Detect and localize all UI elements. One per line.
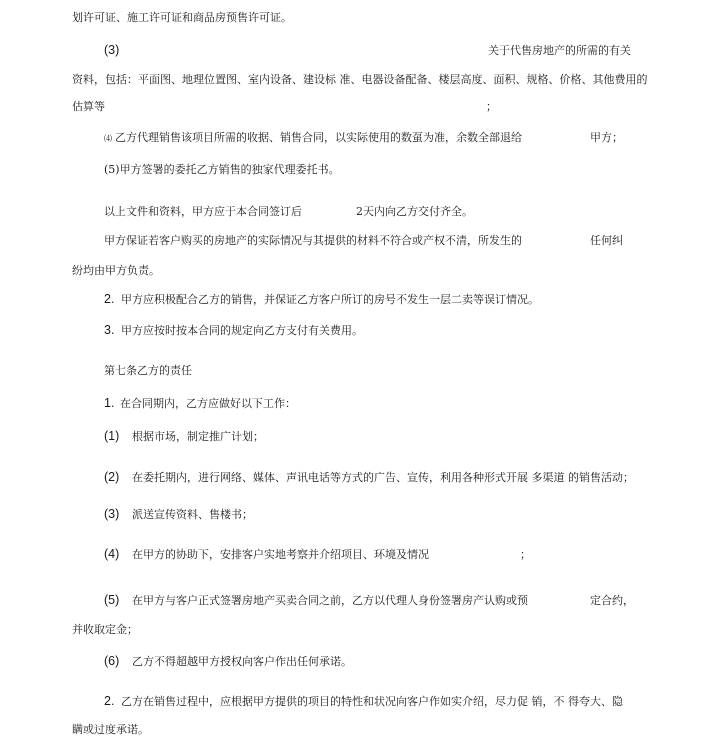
line-16-text: 派送宣传资料、售楼书；: [132, 508, 253, 521]
item-number: (4): [104, 547, 120, 561]
item-number: ⑷: [104, 134, 112, 143]
line-8-text: 甲方保证若客户购买的房地产的实际情况与其提供的材料不符合或产权不清，所发生的: [104, 234, 522, 247]
item-number: (1): [104, 429, 120, 443]
line-20-text: 乙方不得超越甲方授权向客户作出任何承诺。: [132, 655, 352, 668]
item-number: (2): [104, 470, 120, 484]
item-number: 3.: [104, 323, 115, 337]
line-11-text: 甲方应按时按本合同的规定向乙方支付有关费用。: [121, 324, 363, 337]
line-8-end: 任何纠: [590, 234, 623, 247]
line-7-text: 以上文件和资料，甲方应于本合同签订后: [104, 205, 302, 218]
line-18-text: 在甲方与客户正式签署房地产买卖合同之前，乙方以代理人身份签署房产认购或预: [132, 594, 528, 607]
line-10-text: 甲方应积极配合乙方的销售，并保证乙方客户所订的房号不发生一层二卖等误订情况。: [121, 293, 539, 306]
line-19: 并收取定金；: [72, 623, 138, 636]
item-number: (6): [104, 654, 120, 668]
line-18-end: 定合约，: [590, 594, 634, 607]
item-number: 2.: [104, 292, 115, 306]
line-22: 瞒或过度承诺。: [72, 723, 149, 736]
line-7-end: 2天内向乙方交付齐全。: [356, 205, 473, 218]
line-4-end: ；: [486, 100, 497, 113]
line-15-text: 在委托期内，进行网络、媒体、声讯电话等方式的广告、宣传，利用各种形式开展 多渠道 的销售活动；: [132, 471, 634, 484]
line-14-text: 根据市场，制定推广计划；: [132, 430, 264, 443]
line-17-text: 在甲方的协助下，安排客户实地考察并介绍项目、环境及情况: [132, 548, 429, 561]
line-5-text: 乙方代理销售该项目所需的收据、销售合同，以实际使用的数虿为准，余数全部退给: [115, 131, 522, 144]
line-3: 资料，包括：平面图、地理位置图、室内设备、建设标 准、电器设备配备、楼层高度、面积、规格、价格、其他费用的: [72, 73, 648, 86]
line-2-text: 关于代售房地产的所需的有关: [488, 44, 631, 57]
line-5-end: 甲方；: [590, 131, 623, 144]
item-number: (3): [104, 43, 120, 57]
item-number: (3): [104, 507, 120, 521]
line-1: 划许可证、施工许可证和商品房预售许可证。: [72, 11, 292, 24]
line-6: (5)甲方签署的委托乙方销售的独家代理委托书。: [104, 163, 340, 176]
line-4-text: 估算等: [72, 100, 105, 113]
item-number: 2.: [104, 694, 115, 708]
item-number: 1.: [104, 396, 115, 410]
line-13-text: 在合同期内，乙方应做好以下工作：: [120, 397, 296, 410]
item-number: (5): [104, 593, 120, 607]
line-9: 纷均由甲方负责。: [72, 264, 160, 277]
line-17-end: ；: [520, 548, 531, 561]
section-heading: 第七条乙方的责任: [104, 364, 192, 377]
line-21-text: 乙方在销售过程中，应根据甲方提供的项目的特性和状况向客户作如实介绍，尽力促 销，不 得夸大、隐: [121, 695, 623, 708]
